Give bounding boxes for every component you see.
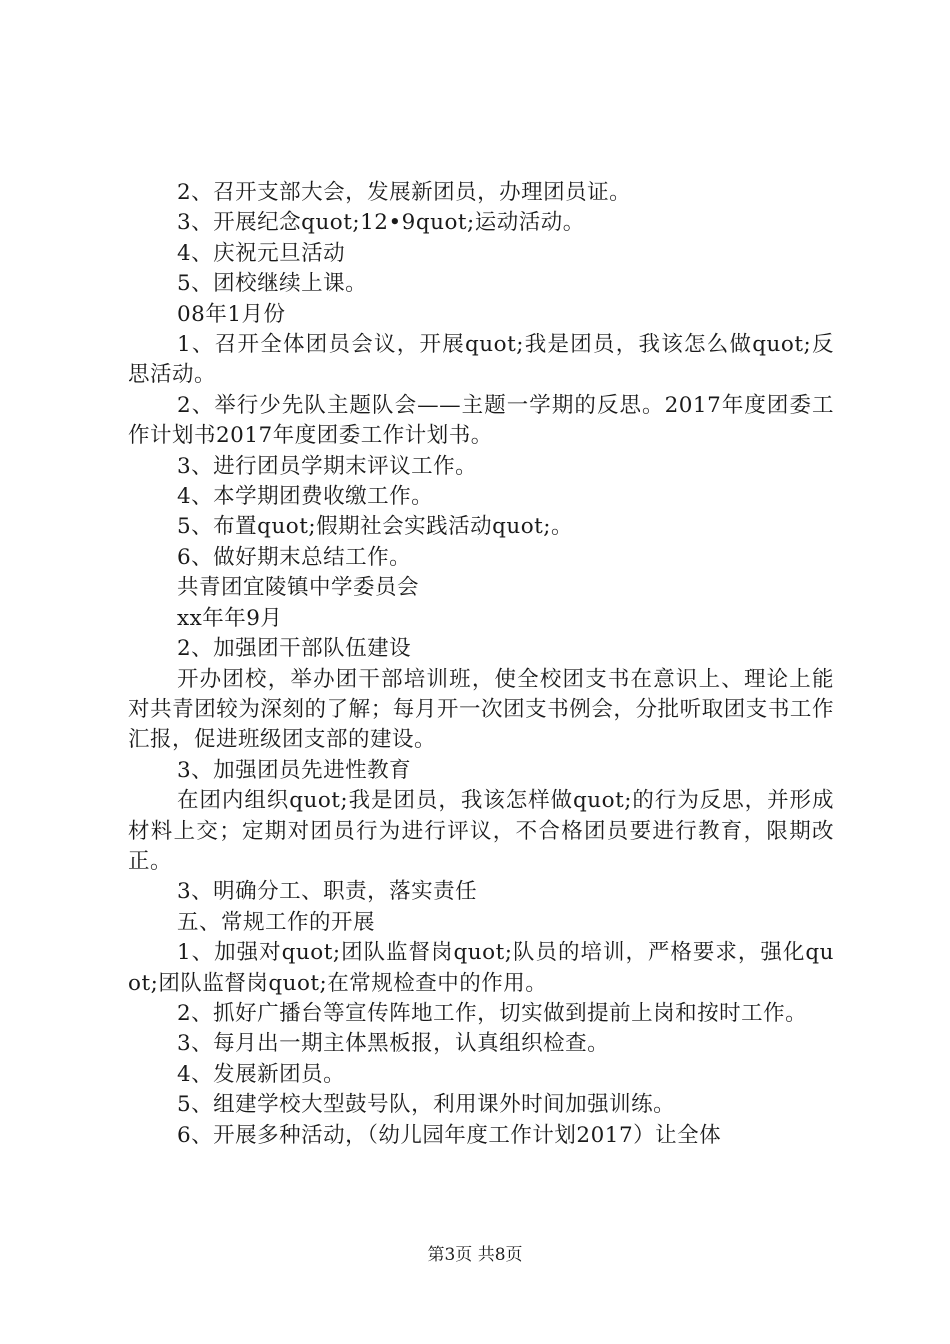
paragraph: 2、加强团干部队伍建设 — [177, 636, 412, 662]
paragraph: 开办团校，举办团干部培训班，使全校团支书在意识上、理论上能对共青团较为深刻的了解；每月开一次团支书例会，分批听取团支书工作汇报，促进班级团支部的建设。 — [128, 666, 834, 753]
paragraph: 08年1月份 — [177, 301, 286, 327]
paragraph: 3、加强团员先进性教育 — [177, 757, 412, 783]
paragraph: 2、召开支部大会，发展新团员，办理团员证。 — [177, 180, 632, 205]
paragraph: 4、发展新团员。 — [177, 1061, 346, 1087]
paragraph: 5、组建学校大型鼓号队，利用课外时间加强训练。 — [177, 1092, 676, 1118]
paragraph: 3、明确分工、职责，落实责任 — [177, 879, 478, 905]
page-number-footer: 第3页 共8页 — [427, 1245, 523, 1265]
paragraph: 1、召开全体团员会议，开展quot;我是团员，我该怎么做quot;反思活动。 — [128, 332, 834, 388]
paragraph: 3、开展纪念quot;12•9quot;运动活动。 — [177, 210, 585, 236]
paragraph: 6、做好期末总结工作。 — [177, 544, 412, 570]
paragraph: 5、布置quot;假期社会实践活动quot;。 — [177, 514, 574, 540]
paragraph: 3、每月出一期主体黑板报，认真组织检查。 — [177, 1031, 610, 1057]
paragraph: 五、常规工作的开展 — [177, 909, 376, 935]
paragraph: 3、进行团员学期末评议工作。 — [177, 453, 478, 479]
paragraph: xx年年9月 — [177, 605, 283, 631]
paragraph: 4、本学期团费收缴工作。 — [177, 484, 434, 510]
document-body — [128, 178, 834, 1151]
paragraph: 2、抓好广播台等宣传阵地工作，切实做到提前上岗和按时工作。 — [177, 1000, 808, 1026]
paragraph: 5、团校继续上课。 — [177, 271, 368, 297]
paragraph: 共青团宜陵镇中学委员会 — [177, 575, 420, 601]
paragraph: 6、开展多种活动，（幼儿园年度工作计划2017）让全体 — [177, 1122, 722, 1148]
paragraph: 4、庆祝元旦活动 — [177, 240, 346, 266]
paragraph: 1、加强对quot;团队监督岗quot;队员的培训，严格要求，强化quot;团队监督岗quot;在常规检查中的作用。 — [128, 940, 834, 996]
paragraph: 2、举行少先队主题队会——主题一学期的反思。2017年度团委工作计划书2017年度团委工作计划书。 — [128, 392, 834, 449]
paragraph: 在团内组织quot;我是团员，我该怎样做quot;的行为反思，并形成材料上交；定期对团员行为进行评议，不合格团员要进行教育，限期改正。 — [128, 788, 834, 874]
